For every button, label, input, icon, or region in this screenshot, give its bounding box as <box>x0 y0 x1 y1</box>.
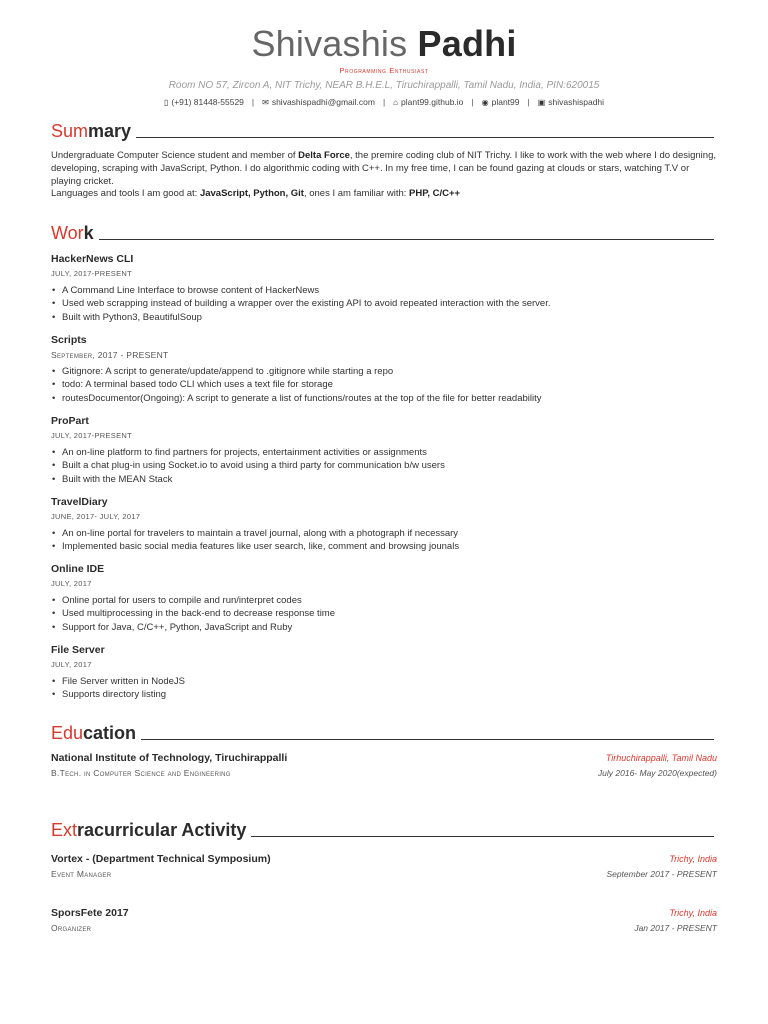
envelope-icon: ✉ <box>262 98 269 107</box>
activity-role: Organizer <box>51 923 92 933</box>
address: Room NO 57, Zircon A, NIT Trichy, NEAR B.H.E.L, Tiruchirappalli, Tamil Nadu, India, PIN:620015 <box>168 80 600 91</box>
list-item: • routesDocumentor(Ongoing): A script to generate a list of functions/routes at the top of the file for better readability <box>51 392 719 405</box>
list-item: • Built a chat plug-in using Socket.io to avoid using a third party for communication b/w users <box>51 459 719 472</box>
section-title-accent: Edu <box>51 723 84 743</box>
work-entry <box>51 495 719 554</box>
section-rule <box>141 739 714 740</box>
work-title: ProPart <box>51 415 89 427</box>
education-dates: July 2016- May 2020(expected) <box>597 768 717 778</box>
contact-bar <box>0 97 768 107</box>
last-name: Padhi <box>417 23 517 64</box>
list-item: • Used web scrapping instead of building a wrapper over the existing API to avoid repeated interaction with the server. <box>51 297 719 310</box>
activity-dates: September 2017 - PRESENT <box>606 869 717 879</box>
work-bullets <box>51 675 719 702</box>
summary-bold: Delta Force <box>298 150 350 161</box>
section-title-accent: Sum <box>51 121 89 141</box>
linkedin-text: shivashispadhi <box>548 97 605 107</box>
list-item: • Built with Python3, BeautifulSoup <box>51 311 719 324</box>
work-title: Scripts <box>51 334 87 346</box>
section-title: k <box>83 223 94 243</box>
email-text: shivashispadhi@gmail.com <box>271 97 375 107</box>
separator: | <box>527 97 530 107</box>
section-rule <box>136 137 714 138</box>
separator: | <box>382 97 386 107</box>
activity-role: Event Manager <box>51 869 112 879</box>
work-date: JULY, 2017 <box>51 579 92 588</box>
section-education-heading <box>51 723 714 743</box>
work-bullets <box>51 527 719 554</box>
activity-entry <box>51 907 717 933</box>
section-extracurricular-heading <box>51 820 714 840</box>
summary-bold: PHP, C/C++ <box>409 188 461 200</box>
phone-icon: ▯ <box>163 98 169 107</box>
list-item: • Gitignore: A script to generate/update/append to .gitignore while starting a repo <box>51 365 719 378</box>
separator: | <box>471 97 474 107</box>
separator: | <box>251 97 255 107</box>
resume-header <box>0 22 768 107</box>
work-title: Online IDE <box>51 563 105 575</box>
summary-part: , the premire coding club of NIT Trichy. I like to work with the web where I do designing, developing, scraping with JavaScript, Python. I do algorithmic coding with C++. In my free time, I can be found gazing at clouds or stars, watching T.V or playing cricket. <box>51 150 716 187</box>
section-title-accent: Wor <box>51 223 84 243</box>
contact-github[interactable] <box>482 97 520 107</box>
work-title: HackerNews CLI <box>51 253 134 265</box>
activity-name: SporsFete 2017 <box>51 907 129 919</box>
work-date: JULY, 2017-PRESENT <box>51 431 132 440</box>
institution-location: Tirhuchirappalli, Tamil Nadu <box>605 753 717 763</box>
summary-part: , ones I am familiar with: <box>303 188 410 200</box>
section-rule <box>99 239 714 240</box>
list-item: • Used multiprocessing in the back-end to decrease response time <box>51 607 719 620</box>
linkedin-icon: ▣ <box>537 98 546 107</box>
section-title: cation <box>83 723 137 743</box>
list-item: • File Server written in NodeJS <box>51 675 719 688</box>
section-title: mary <box>88 121 132 141</box>
list-item: • An on-line platform to find partners for projects, entertainment activities or assignments <box>51 446 719 459</box>
work-date: JULY, 2017-PRESENT <box>51 269 132 278</box>
section-summary-heading <box>51 121 714 141</box>
work-date: September, 2017 - PRESENT <box>51 350 169 360</box>
section-work-heading <box>51 223 714 243</box>
first-name: Shivashis <box>251 23 408 64</box>
summary-bold: JavaScript, Python, Git <box>199 188 304 200</box>
degree: B.Tech. in Computer Science and Engineering <box>51 768 231 778</box>
work-entry <box>51 562 719 634</box>
activity-location: Trichy, India <box>669 908 717 918</box>
activity-entry <box>51 853 717 879</box>
work-entry <box>51 414 719 486</box>
summary-part: Languages and tools I am good at: <box>51 188 200 200</box>
activity-name: Vortex - (Department Technical Symposium) <box>51 853 271 865</box>
work-entry <box>51 333 719 405</box>
github-icon: ◉ <box>481 98 489 107</box>
institution-name: National Institute of Technology, Tiruchirappalli <box>51 752 288 764</box>
contact-linkedin[interactable] <box>538 97 604 107</box>
work-date: JUNE, 2017- JULY, 2017 <box>51 512 141 521</box>
home-icon: ⌂ <box>393 98 399 107</box>
list-item: • A Command Line Interface to browse content of HackerNews <box>51 284 719 297</box>
work-bullets <box>51 594 719 634</box>
work-bullets <box>51 365 719 405</box>
summary-text <box>51 150 719 201</box>
activity-dates: Jan 2017 - PRESENT <box>634 923 717 933</box>
tagline: Programming Enthusiast <box>339 66 429 75</box>
section-title-accent: Ext <box>51 820 78 840</box>
list-item: • Implemented basic social media features like user search, like, comment and browsing jounals <box>51 540 719 553</box>
work-date: JULY, 2017 <box>51 660 92 669</box>
work-bullets <box>51 284 719 324</box>
list-item: • Online portal for users to compile and run/interpret codes <box>51 594 719 607</box>
contact-email[interactable] <box>262 97 375 107</box>
list-item: • An on-line portal for travelers to maintain a travel journal, along with a photograph if necessary <box>51 527 719 540</box>
section-rule <box>251 836 714 837</box>
candidate-name <box>0 22 768 66</box>
work-title: File Server <box>51 644 105 656</box>
list-item: • Support for Java, C/C++, Python, JavaScript and Ruby <box>51 621 719 634</box>
phone-text: (+91) 81448-55529 <box>171 97 244 107</box>
summary-part: Undergraduate Computer Science student and member of <box>51 150 299 161</box>
github-text: plant99 <box>491 97 520 107</box>
education-entry <box>51 752 717 778</box>
list-item: • todo: A terminal based todo CLI which uses a text file for storage <box>51 378 719 391</box>
work-title: TravelDiary <box>51 496 108 508</box>
contact-phone[interactable] <box>164 97 244 107</box>
section-title: racurricular Activity <box>77 820 247 840</box>
list-item: • Supports directory listing <box>51 688 719 701</box>
work-entry <box>51 252 719 324</box>
activity-location: Trichy, India <box>669 854 717 864</box>
website-text: plant99.github.io <box>401 97 464 107</box>
work-entry <box>51 643 719 702</box>
list-item: • Built with the MEAN Stack <box>51 473 719 486</box>
work-bullets <box>51 446 719 486</box>
contact-website[interactable] <box>393 97 463 107</box>
